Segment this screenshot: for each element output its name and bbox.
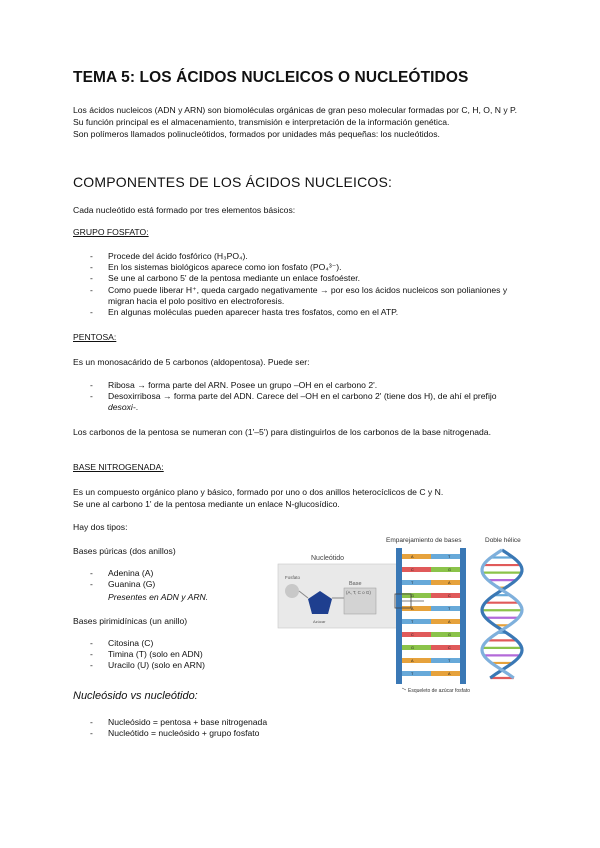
nucleosido-heading: Nucleósido vs nucleótido: — [73, 690, 198, 702]
pair-letter-right: A — [448, 620, 451, 625]
puricas-list — [73, 568, 273, 590]
item-italic: desoxi- — [108, 402, 136, 413]
pair-letter-right: G — [448, 568, 451, 573]
fosfato-heading: GRUPO FOSFATO: — [73, 227, 149, 237]
pairing-title: Emparejamiento de bases — [386, 537, 462, 544]
pair-letter-right: T — [448, 607, 451, 612]
list-item: - En algunas moléculas pueden aparecer hasta tres fosfatos, como en el ATP. — [73, 307, 523, 318]
backbone-right — [460, 548, 466, 684]
item-end: . — [135, 402, 139, 413]
pair-letter-left: A — [411, 555, 414, 560]
base-rung-left — [402, 580, 431, 585]
base-heading: BASE NITROGENADA: — [73, 462, 164, 472]
pair-letter-right: G — [448, 633, 451, 638]
base-rung-left — [402, 554, 431, 559]
pentosa-note: Los carbonos de la pentosa se numeran con (1'–5') para distinguirlos de los carbonos de la base nitrogenada. — [73, 427, 491, 437]
page-title: TEMA 5: LOS ÁCIDOS NUCLEICOS O NUCLEÓTIDOS — [73, 69, 469, 86]
base-line-1: Es un compuesto orgánico plano y básico, formado por uno o dos anillos heterocíclicos de C y N. — [73, 487, 444, 497]
fosfato-list — [73, 251, 523, 318]
pentosa-list — [73, 380, 523, 414]
list-item: - Adenina (A) — [73, 568, 273, 579]
pair-letter-right: C — [448, 646, 451, 651]
base-pairing-ladder — [396, 548, 466, 684]
figure-svg — [270, 528, 540, 698]
nucleotide-title: Nucleótido — [311, 555, 345, 562]
base-rung-left — [402, 632, 431, 637]
sugar-label: Azúcar — [313, 619, 326, 624]
list-item: - En los sistemas biológicos aparece como ion fosfato (PO₄³⁻). — [73, 262, 523, 273]
backbone-left — [396, 548, 402, 684]
pair-letter-left: C — [411, 568, 414, 573]
pentosa-lead: Es un monosacárido de 5 carbonos (aldopentosa). Puede ser: — [73, 357, 310, 367]
backbone-label: Esqueleto de azúcar fosfato — [408, 688, 470, 694]
components-lead: Cada nucleótido está formado por tres elementos básicos: — [73, 205, 296, 215]
intro-line-1: Los ácidos nucleicos (ADN y ARN) son biomoléculas orgánicas de gran peso molecular formadas por C, H, O, N y P. — [73, 105, 518, 115]
pirimidinicas-label: Bases pirimidínicas (un anillo) — [73, 616, 188, 626]
pair-letter-left: T — [411, 620, 414, 625]
base-rung-left — [402, 567, 431, 572]
base-rung-left — [402, 658, 431, 663]
base-rung-right — [431, 632, 460, 637]
intro-line-3: Son polímeros llamados polinucleótidos, formados por unidades más pequeñas: los nucleótidos. — [73, 129, 440, 139]
base-paragraph — [73, 486, 533, 510]
list-item: - Nucleótido = nucleósido + grupo fosfato — [73, 728, 333, 739]
list-item: - Se une al carbono 5' de la pentosa mediante un enlace fosfoéster. — [73, 273, 523, 284]
base-rung-left — [402, 645, 431, 650]
list-item: - Como puede liberar H⁺, queda cargado negativamente → por eso los ácidos nucleicos son polianiones y migran hacia el polo positivo en electroforesis. — [73, 285, 523, 307]
pair-letter-left: A — [411, 607, 414, 612]
list-item: - Citosina (C) — [73, 638, 293, 649]
intro-line-2: Su función principal es el almacenamiento, transmisión e interpretación de la información genética. — [73, 117, 450, 127]
base-rung-right — [431, 567, 460, 572]
pirimidinicas-list — [73, 638, 293, 672]
base-rung-right — [431, 645, 460, 650]
phosphate-label: Fosfato — [285, 575, 301, 580]
base-rung-left — [402, 606, 431, 611]
puricas-note: Presentes en ADN y ARN. — [108, 592, 209, 602]
base-rung-right — [431, 580, 460, 585]
pair-letter-right: C — [448, 594, 451, 599]
nucleosido-list — [73, 717, 333, 739]
list-item: - Ribosa → forma parte del ARN. Posee un grupo –OH en el carbono 2'. — [73, 380, 523, 391]
list-item: - Uracilo (U) (solo en ARN) — [73, 660, 293, 671]
nucleotide-figure — [270, 528, 540, 698]
pair-letter-left: G — [411, 646, 414, 651]
list-item: - Procede del ácido fosfórico (H₃PO₄). — [73, 251, 523, 262]
components-heading: COMPONENTES DE LOS ÁCIDOS NUCLEICOS: — [73, 174, 393, 190]
pair-letter-left: T — [411, 581, 414, 586]
pair-letter-left: G — [411, 594, 414, 599]
pentosa-heading: PENTOSA: — [73, 332, 117, 342]
base-label: Base — [349, 581, 362, 587]
base-rung-right — [431, 554, 460, 559]
puricas-label: Bases púricas (dos anillos) — [73, 546, 176, 556]
helix-title: Doble hélice — [485, 537, 521, 544]
list-item: - Guanina (G) — [73, 579, 273, 590]
list-item — [73, 391, 523, 413]
types-lead: Hay dos tipos: — [73, 522, 128, 532]
intro-paragraph — [73, 104, 533, 140]
base-rung-right — [431, 606, 460, 611]
pair-letter-left: C — [411, 633, 414, 638]
base-rung-right — [431, 671, 460, 676]
base-rung-right — [431, 658, 460, 663]
base-sub: (A, T, C o G) — [346, 590, 371, 595]
backbone-pointer — [402, 688, 406, 690]
base-rung-left — [402, 619, 431, 624]
base-rung-right — [431, 619, 460, 624]
pair-letter-left: T — [411, 672, 414, 677]
pair-letter-right: A — [448, 581, 451, 586]
list-item: - Nucleósido = pentosa + base nitrogenada — [73, 717, 333, 728]
pair-letter-right: T — [448, 659, 451, 664]
list-item: - Timina (T) (solo en ADN) — [73, 649, 293, 660]
pair-letter-left: A — [411, 659, 414, 664]
phosphate-circle — [285, 584, 299, 598]
pair-letter-right: A — [448, 672, 451, 677]
item-text: Desoxirribosa → forma parte del ADN. Carece del –OH en el carbono 2' (tiene dos H), de ahí el prefijo — [108, 391, 497, 402]
base-rung-right — [431, 593, 460, 598]
base-line-2: Se une al carbono 1' de la pentosa mediante un enlace N-glucosídico. — [73, 499, 340, 509]
base-rung-left — [402, 671, 431, 676]
pair-letter-right: T — [448, 555, 451, 560]
double-helix — [482, 550, 522, 678]
